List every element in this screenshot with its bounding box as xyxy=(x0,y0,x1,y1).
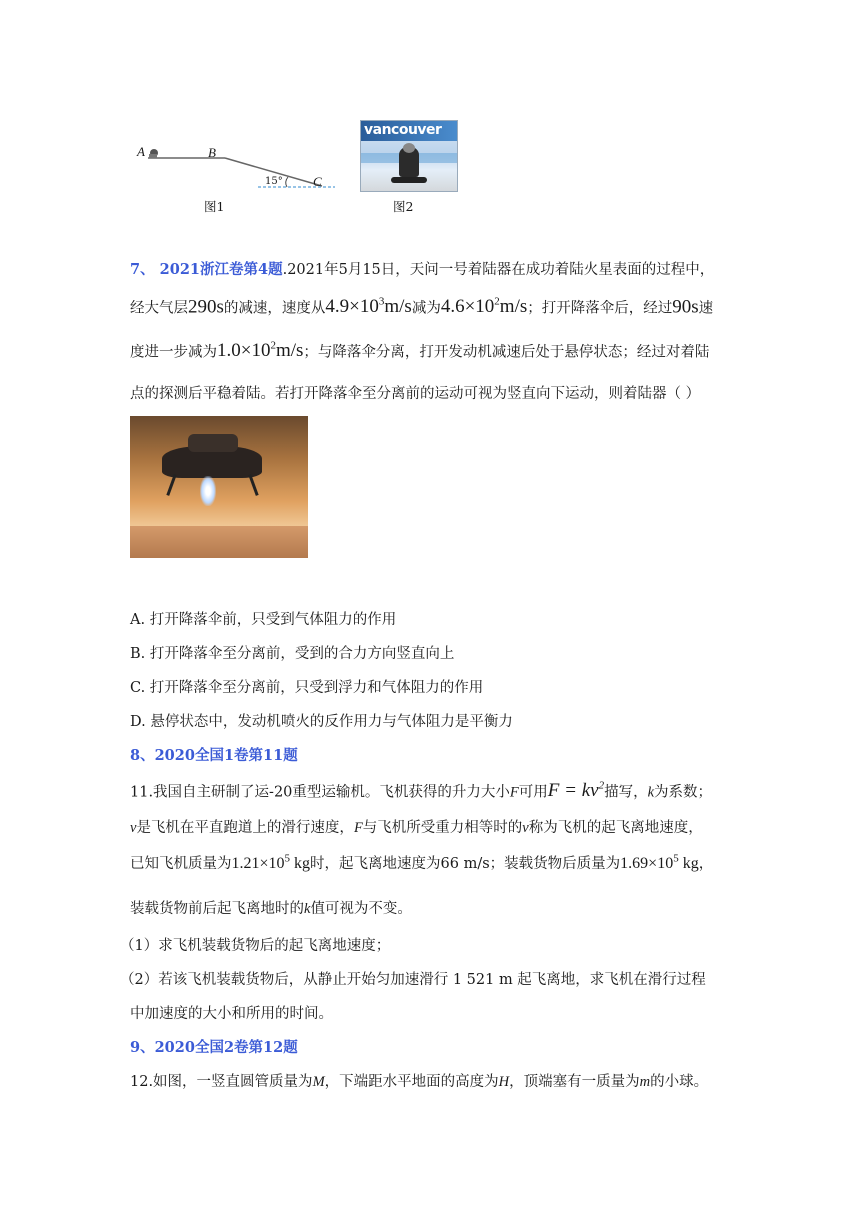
q9-var-m-upper: M xyxy=(312,1074,325,1090)
q8-mass1: $1.21\times 10^5$ kg xyxy=(231,852,311,872)
q9-var-m: m xyxy=(639,1074,651,1090)
lander-leg-left xyxy=(166,474,176,496)
q7-velocity1: $4.9\times 10^3m/s$ xyxy=(325,296,412,318)
q8-formula: $F = kv^2$ xyxy=(547,780,605,802)
q8-sub2a: （2）若该飞机装载货物后，从静止开始匀加速滑行 1 521 m 起飞离地，求飞机在滑行过程 xyxy=(120,972,706,988)
skater-body-icon xyxy=(149,154,157,158)
figure-2-photo xyxy=(360,120,458,192)
q7-line1 xyxy=(130,258,714,279)
q7-text: ；与降落伞分离，打开发动机减速后处于悬停状态；经过对着陆 xyxy=(303,344,710,361)
q8-text: 与飞机所受重力相等时的 xyxy=(362,820,523,836)
q8-text: 时，起飞离地速度为66 m/s；装载货物后质量为 xyxy=(310,856,621,872)
q7-velocity2: $4.6\times 10^2m/s$ xyxy=(440,296,528,318)
q7-option-b: B. 打开降落伞至分离前，受到的合力方向竖直向上 xyxy=(130,646,455,662)
q8-var-v: v xyxy=(522,820,529,836)
q7-line1-text: .2021年5月15日，天问一号着陆器在成功着陆火星表面的过程中， xyxy=(282,262,715,278)
fig1-label-c: C xyxy=(313,174,322,189)
q7-text: 速 xyxy=(698,300,714,317)
fig1-label-b: B xyxy=(208,145,216,160)
q8-text: ， xyxy=(698,856,714,872)
q7-time2: 90s xyxy=(672,296,699,318)
q7-text: 度进一步减为 xyxy=(130,344,217,361)
fig1-caption: 图1 xyxy=(204,199,225,214)
lander-photo xyxy=(130,416,308,558)
mars-ground xyxy=(130,526,308,558)
q8-var-k: k xyxy=(647,784,655,801)
q7-text: 的减速，速度从 xyxy=(223,300,326,317)
q8-line3 xyxy=(130,852,713,873)
q8-var-f: F xyxy=(509,784,519,801)
q9-text: 的小球。 xyxy=(650,1074,709,1090)
q8-text: 11.我国自主研制了运-20重型运输机。飞机获得的升力大小 xyxy=(130,784,510,801)
q7-text: 减为 xyxy=(411,300,441,317)
q8-text: 描写， xyxy=(604,784,648,801)
q8-line2 xyxy=(130,816,703,837)
q8-text: 可用 xyxy=(518,784,548,801)
q8-var-k: k xyxy=(304,901,311,917)
q7-option-c: C. 打开降落伞至分离前，只受到浮力和气体阻力的作用 xyxy=(130,680,484,696)
q7-line2 xyxy=(130,296,713,318)
q8-text: 称为飞机的起飞离地速度， xyxy=(528,820,703,836)
q8-var-v: v xyxy=(130,820,137,836)
lander-leg-right xyxy=(248,474,258,496)
q9-header: 9、2020全国2卷第12题 xyxy=(130,1039,298,1056)
q8-header: 8、2020全国1卷第11题 xyxy=(130,747,298,764)
q8-mass2: $1.69\times 10^5$ kg xyxy=(620,852,699,872)
q8-line4 xyxy=(130,897,412,918)
q8-line1 xyxy=(130,780,712,802)
q7-option-a: A. 打开降落伞前，只受到气体阻力的作用 xyxy=(130,612,397,628)
engine-flame xyxy=(200,476,216,506)
skater-helmet xyxy=(403,143,415,153)
q8-text: 装载货物前后起飞离地时的 xyxy=(130,901,304,917)
sled xyxy=(391,177,427,183)
q7-text: ；打开降落伞后，经过 xyxy=(527,300,673,317)
q7-velocity3: $1.0\times 10^2m/s$ xyxy=(217,340,304,362)
q8-text: 是飞机在平直跑道上的滑行速度， xyxy=(136,820,354,836)
lander-top xyxy=(188,434,238,452)
q8-var-f: F xyxy=(353,820,363,836)
q9-line1 xyxy=(130,1070,708,1091)
fig2-caption: 图2 xyxy=(393,199,414,214)
angle-arc xyxy=(286,177,288,187)
q8-text: 值可视为不变。 xyxy=(310,901,412,917)
q9-text: ，顶端塞有一质量为 xyxy=(509,1074,640,1090)
q8-sub2b: 中加速度的大小和所用的时间。 xyxy=(130,1006,333,1022)
fig1-label-a: A xyxy=(137,144,145,159)
q9-text: 12.如图，一竖直圆管质量为 xyxy=(130,1074,313,1090)
q7-header: 7、 2021浙江卷第4题 xyxy=(130,261,283,278)
q9-text: ，下端距水平地面的高度为 xyxy=(324,1074,499,1090)
q9-var-h: H xyxy=(498,1074,510,1090)
q7-time1: 290s xyxy=(188,296,224,318)
sign-text: vancouver xyxy=(364,122,442,138)
q8-text: 已知飞机质量为 xyxy=(130,856,232,872)
q7-line4: 点的探测后平稳着陆。若打开降落伞至分离前的运动可视为竖直向下运动，则着陆器（ ） xyxy=(130,386,701,402)
q7-line3 xyxy=(130,340,709,362)
q7-option-d: D. 悬停状态中，发动机喷火的反作用力与气体阻力是平衡力 xyxy=(130,714,513,730)
q8-sub1: （1）求飞机装载货物后的起飞离地速度； xyxy=(120,938,391,954)
fig1-angle-label: 15° xyxy=(265,176,283,187)
q7-text: 经大气层 xyxy=(130,300,188,317)
q8-text: 为系数； xyxy=(654,784,713,801)
